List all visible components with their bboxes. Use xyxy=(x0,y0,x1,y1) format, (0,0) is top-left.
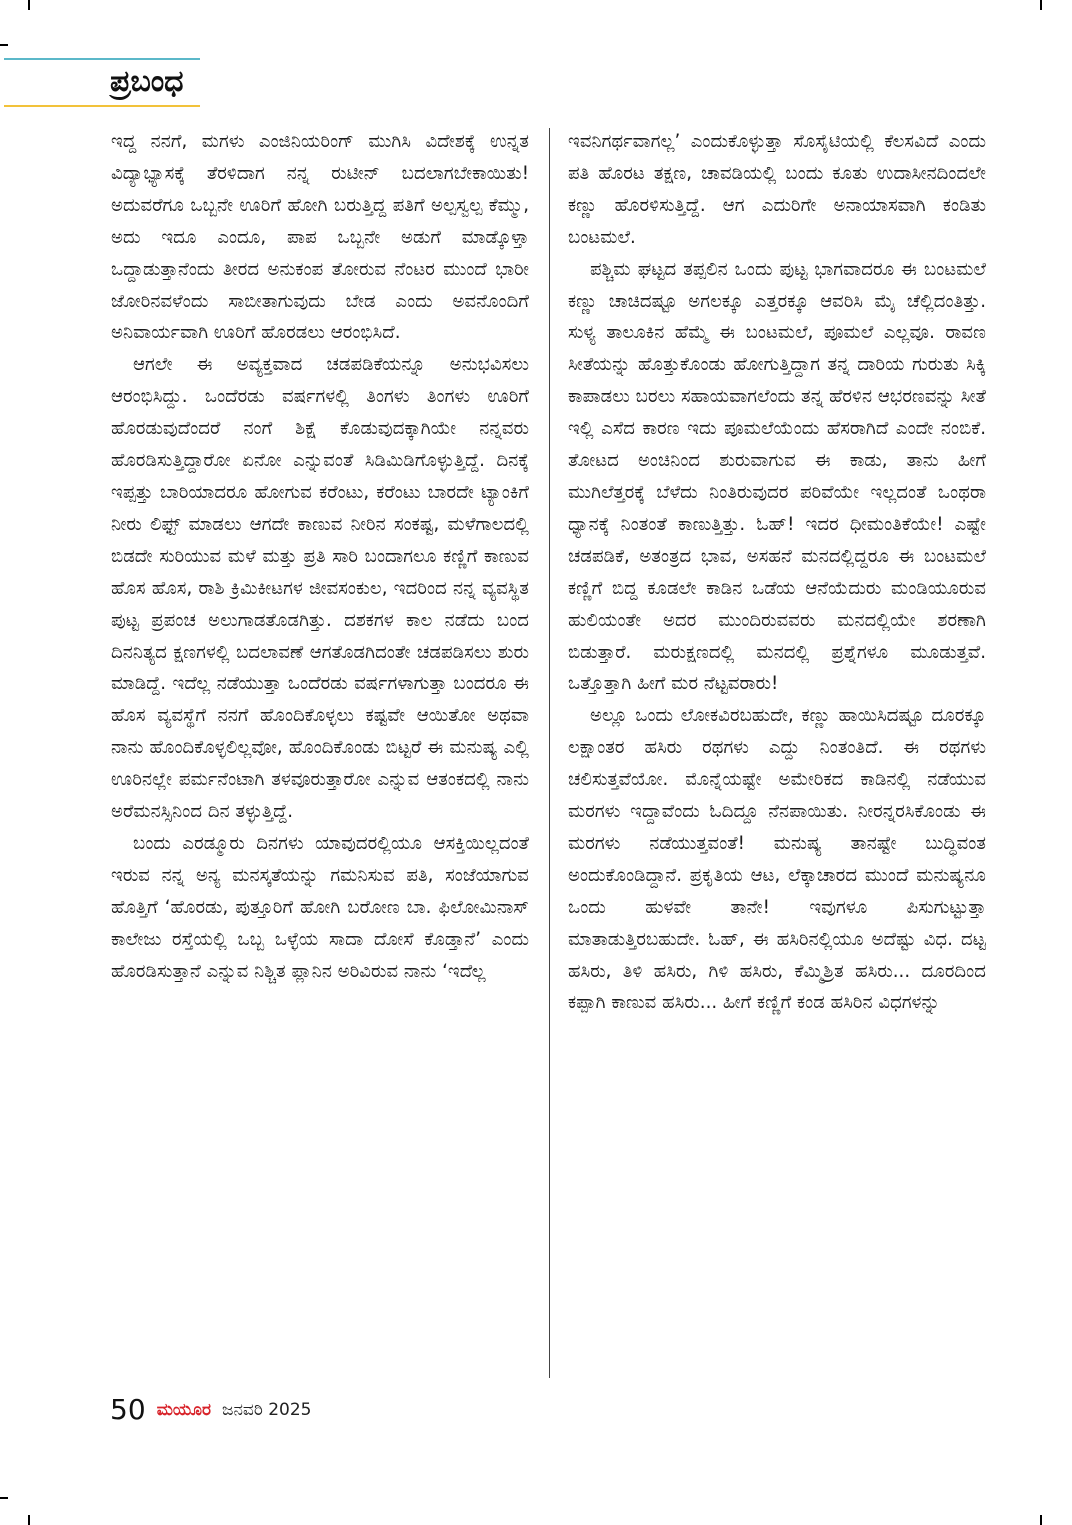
column-divider xyxy=(549,128,550,1378)
crop-mark-bottom-left xyxy=(28,1515,30,1525)
section-header-bottom-rule xyxy=(4,105,200,107)
section-header xyxy=(0,58,205,110)
page-footer xyxy=(110,1393,311,1433)
article-column-left xyxy=(111,126,529,1382)
article-column-right xyxy=(568,126,986,1382)
crop-mark-top-left xyxy=(28,0,30,10)
issue-date: ಜನವರಿ 2025 xyxy=(222,1399,312,1420)
section-title: ಪ್ರಬಂಧ xyxy=(110,64,184,99)
page-number: 50 xyxy=(110,1393,146,1426)
crop-mark-bottom-right xyxy=(1040,1515,1042,1525)
paragraph: ಇದ್ದ ನನಗೆ, ಮಗಳು ಎಂಜಿನಿಯರಿಂಗ್ ಮುಗಿಸಿ ವಿದೇಶಕ್ಕೆ ಉನ್ನತ ವಿದ್ಯಾಭ್ಯಾಸಕ್ಕೆ ತೆರಳಿದಾಗ ನನ್ನ ರುಟೀನ್ ಬದಲಾಗಬೇಕಾಯಿತು! ಅದುವರೆಗೂ ಒಬ್ಬನೇ ಊರಿಗೆ ಹೋಗಿ ಬರುತ್ತಿದ್ದ ಪತಿಗೆ ಅಲ್ಪಸ್ವಲ್ಪ ಕೆಮ್ಮು, ಅದು ಇದೂ ಎಂದೂ, ಪಾಪ ಒಬ್ಬನೇ ಅಡುಗೆ ಮಾಡ್ಕೊಳ್ತಾ ಒದ್ದಾಡುತ್ತಾನೆಂದು ತೀರದ ಅನುಕಂಪ ತೋರುವ ನೆಂಟರ ಮುಂದೆ ಭಾರೀ ಜೋರಿನವಳೆಂದು ಸಾಬೀತಾಗುವುದು ಬೇಡ ಎಂದು ಅವನೊಂದಿಗೆ ಅನಿವಾರ್ಯವಾಗಿ ಊರಿಗೆ ಹೊರಡಲು ಆರಂಭಿಸಿದೆ. xyxy=(111,131,529,344)
magazine-logo: ಮಯೂರ xyxy=(156,1399,211,1420)
paragraph: ಬಂದು ಎರಡ್ಮೂರು ದಿನಗಳು ಯಾವುದರಲ್ಲಿಯೂ ಆಸಕ್ತಿಯಿಲ್ಲದಂತೆ ಇರುವ ನನ್ನ ಅನ್ಯ ಮನಸ್ಕತೆಯನ್ನು ಗಮನಿಸುವ ಪತಿ, ಸಂಜೆಯಾಗುವ ಹೊತ್ತಿಗೆ ‘ಹೊರಡು, ಪುತ್ತೂರಿಗೆ ಹೋಗಿ ಬರೋಣ ಬಾ. ಫಿಲೋಮಿನಾಸ್ ಕಾಲೇಜು ರಸ್ತೆಯಲ್ಲಿ ಒಬ್ಬ ಒಳ್ಳೆಯ ಸಾದಾ ದೋಸೆ ಕೊಡ್ತಾನೆ’ ಎಂದು ಹೊರಡಿಸುತ್ತಾನೆ ಎನ್ನುವ ನಿಶ್ಚಿತ ಪ್ಲಾನಿನ ಅರಿವಿರುವ ನಾನು ‘ಇದೆಲ್ಲ xyxy=(111,832,529,982)
paragraph: ಅಲ್ಲೂ ಒಂದು ಲೋಕವಿರಬಹುದೇ, ಕಣ್ಣು ಹಾಯಿಸಿದಷ್ಟೂ ದೂರಕ್ಕೂ ಲಕ್ಷಾಂತರ ಹಸಿರು ರಥಗಳು ಎದ್ದು ನಿಂತಂತಿದೆ. ಈ ರಥಗಳು ಚಲಿಸುತ್ತವೆಯೋ. ಮೊನ್ನೆಯಷ್ಟೇ ಅಮೇರಿಕದ ಕಾಡಿನಲ್ಲಿ ನಡೆಯುವ ಮರಗಳು ಇದ್ದಾವೆಂದು ಓದಿದ್ದೂ ನೆನಪಾಯಿತು. ನೀರನ್ನರಸಿಕೊಂಡು ಈ ಮರಗಳು ನಡೆಯುತ್ತವಂತೆ! ಮನುಷ್ಯ ತಾನಷ್ಟೇ ಬುದ್ಧಿವಂತ ಅಂದುಕೊಂಡಿದ್ದಾನೆ. ಪ್ರಕೃತಿಯ ಆಟ, ಲೆಕ್ಕಾಚಾರದ ಮುಂದೆ ಮನುಷ್ಯನೂ ಒಂದು ಹುಳವೇ ತಾನೇ! ಇವುಗಳೂ ಪಿಸುಗುಟ್ಟುತ್ತಾ ಮಾತಾಡುತ್ತಿರಬಹುದೇ. ಓಹ್, ಈ ಹಸಿರಿನಲ್ಲಿಯೂ ಅದೆಷ್ಟು ವಿಧ. ದಟ್ಟ ಹಸಿರು, ತಿಳಿ ಹಸಿರು, ಗಿಳಿ ಹಸಿರು, ಕೆಮ್ಮಿಶ್ರಿತ ಹಸಿರು... ದೂರದಿಂದ ಕಪ್ಪಾಗಿ ಕಾಣುವ ಹಸಿರು... ಹೀಗೆ ಕಣ್ಣಿಗೆ ಕಂಡ ಹಸಿರಿನ ವಿಧಗಳನ್ನು xyxy=(568,705,986,1014)
paragraph: ಇವನಿಗರ್ಥವಾಗಲ್ಲ’ ಎಂದುಕೊಳ್ಳುತ್ತಾ ಸೊಸೈಟಿಯಲ್ಲಿ ಕೆಲಸವಿದೆ ಎಂದು ಪತಿ ಹೊರಟ ತಕ್ಷಣ, ಚಾವಡಿಯಲ್ಲಿ ಬಂದು ಕೂತು ಉದಾಸೀನದಿಂದಲೇ ಕಣ್ಣು ಹೊರಳಿಸುತ್ತಿದ್ದೆ. ಆಗ ಎದುರಿಗೇ ಅನಾಯಾಸವಾಗಿ ಕಂಡಿತು ಬಂಟಮಲೆ. xyxy=(568,131,986,248)
paragraph: ಆಗಲೇ ಈ ಅವ್ಯಕ್ತವಾದ ಚಡಪಡಿಕೆಯನ್ನೂ ಅನುಭವಿಸಲು ಆರಂಭಿಸಿದ್ದು. ಒಂದೆರಡು ವರ್ಷಗಳಲ್ಲಿ ತಿಂಗಳು ತಿಂಗಳು ಊರಿಗೆ ಹೊರಡುವುದೆಂದರೆ ನಂಗೆ ಶಿಕ್ಷೆ ಕೊಡುವುದಕ್ಕಾಗಿಯೇ ನನ್ನವರು ಹೊರಡಿಸುತ್ತಿದ್ದಾರೋ ಏನೋ ಎನ್ನುವಂತೆ ಸಿಡಿಮಿಡಿಗೊಳ್ಳುತ್ತಿದ್ದೆ. ದಿನಕ್ಕೆ ಇಪ್ಪತ್ತು ಬಾರಿಯಾದರೂ ಹೋಗುವ ಕರೆಂಟು, ಕರೆಂಟು ಬಾರದೇ ಟ್ಯಾಂಕಿಗೆ ನೀರು ಲಿಫ್ಟ್ ಮಾಡಲು ಆಗದೇ ಕಾಣುವ ನೀರಿನ ಸಂಕಷ್ಟ, ಮಳೆಗಾಲದಲ್ಲಿ ಬಿಡದೇ ಸುರಿಯುವ ಮಳೆ ಮತ್ತು ಪ್ರತಿ ಸಾರಿ ಬಂದಾಗಲೂ ಕಣ್ಣಿಗೆ ಕಾಣುವ ಹೊಸ ಹೊಸ, ರಾಶಿ ಕ್ರಿಮಿಕೀಟಗಳ ಜೀವಸಂಕುಲ, ಇದರಿಂದ ನನ್ನ ವ್ಯವಸ್ಥಿತ ಪುಟ್ಟ ಪ್ರಪಂಚ ಅಲುಗಾಡತೊಡಗಿತ್ತು. ದಶಕಗಳ ಕಾಲ ನಡೆದು ಬಂದ ದಿನನಿತ್ಯದ ಕ್ಷಣಗಳಲ್ಲಿ ಬದಲಾವಣೆ ಆಗತೊಡಗಿದಂತೇ ಚಡಪಡಿಸಲು ಶುರು ಮಾಡಿದ್ದೆ. ಇದೆಲ್ಲ ನಡೆಯುತ್ತಾ ಒಂದೆರಡು ವರ್ಷಗಳಾಗುತ್ತಾ ಬಂದರೂ ಈ ಹೊಸ ವ್ಯವಸ್ಥೆಗೆ ನನಗೆ ಹೊಂದಿಕೊಳ್ಳಲು ಕಷ್ಟವೇ ಆಯಿತೋ ಅಥವಾ ನಾನು ಹೊಂದಿಕೊಳ್ಳಲಿಲ್ಲವೋ, ಹೊಂದಿಕೊಂಡು ಬಿಟ್ಟರೆ ಈ ಮನುಷ್ಯ ಎಲ್ಲಿ ಊರಿನಲ್ಲೇ ಪರ್ಮನೆಂಟಾಗಿ ತಳವೂರುತ್ತಾರೋ ಎನ್ನುವ ಆತಂಕದಲ್ಲಿ ನಾನು ಅರೆಮನಸ್ಸಿನಿಂದ ದಿನ ತಳ್ಳುತ್ತಿದ್ದೆ. xyxy=(111,354,529,823)
crop-mark-left-upper xyxy=(0,44,8,46)
crop-mark-left-lower xyxy=(0,1497,8,1499)
crop-mark-top-right xyxy=(1040,0,1042,10)
section-header-top-rule xyxy=(4,58,200,60)
paragraph: ಪಶ್ಚಿಮ ಘಟ್ಟದ ತಪ್ಪಲಿನ ಒಂದು ಪುಟ್ಟ ಭಾಗವಾದರೂ ಈ ಬಂಟಮಲೆ ಕಣ್ಣು ಚಾಚಿದಷ್ಟೂ ಅಗಲಕ್ಕೂ ಎತ್ತರಕ್ಕೂ ಆವರಿಸಿ ಮೈ ಚೆಲ್ಲಿದಂತಿತ್ತು. ಸುಳ್ಯ ತಾಲೂಕಿನ ಹೆಮ್ಮೆ ಈ ಬಂಟಮಲೆ, ಪೂಮಲೆ ಎಲ್ಲವೂ. ರಾವಣ ಸೀತೆಯನ್ನು ಹೊತ್ತುಕೊಂಡು ಹೋಗುತ್ತಿದ್ದಾಗ ತನ್ನ ದಾರಿಯ ಗುರುತು ಸಿಕ್ಕಿ ಕಾಪಾಡಲು ಬರಲು ಸಹಾಯವಾಗಲೆಂದು ತನ್ನ ಹೆರಳಿನ ಆಭರಣವನ್ನು ಸೀತೆ ಇಲ್ಲಿ ಎಸೆದ ಕಾರಣ ಇದು ಪೂಮಲೆಯೆಂದು ಹೆಸರಾಗಿದೆ ಎಂದೇ ನಂಬಿಕೆ. ತೋಟದ ಅಂಚಿನಿಂದ ಶುರುವಾಗುವ ಈ ಕಾಡು, ತಾನು ಹೀಗೆ ಮುಗಿಲೆತ್ತರಕ್ಕೆ ಬೆಳೆದು ನಿಂತಿರುವುದರ ಪರಿವೆಯೇ ಇಲ್ಲದಂತೆ ಒಂಥರಾ ಧ್ಯಾನಕ್ಕೆ ನಿಂತಂತೆ ಕಾಣುತ್ತಿತ್ತು. ಓಹ್! ಇದರ ಧೀಮಂತಿಕೆಯೇ! ಎಷ್ಟೇ ಚಡಪಡಿಕೆ, ಅತಂತ್ರದ ಭಾವ, ಅಸಹನೆ ಮನದಲ್ಲಿದ್ದರೂ ಈ ಬಂಟಮಲೆ ಕಣ್ಣಿಗೆ ಬಿದ್ದ ಕೂಡಲೇ ಕಾಡಿನ ಒಡೆಯ ಆನೆಯೆದುರು ಮಂಡಿಯೂರುವ ಹುಲಿಯಂತೇ ಅದರ ಮುಂದಿರುವವರು ಮನದಲ್ಲಿಯೇ ಶರಣಾಗಿ ಬಿಡುತ್ತಾರೆ. ಮರುಕ್ಷಣದಲ್ಲಿ ಮನದಲ್ಲಿ ಪ್ರಶ್ನೆಗಳೂ ಮೂಡುತ್ತವೆ. ಒತ್ತೊತ್ತಾಗಿ ಹೀಗೆ ಮರ ನೆಟ್ಟವರಾರು! xyxy=(568,258,986,695)
